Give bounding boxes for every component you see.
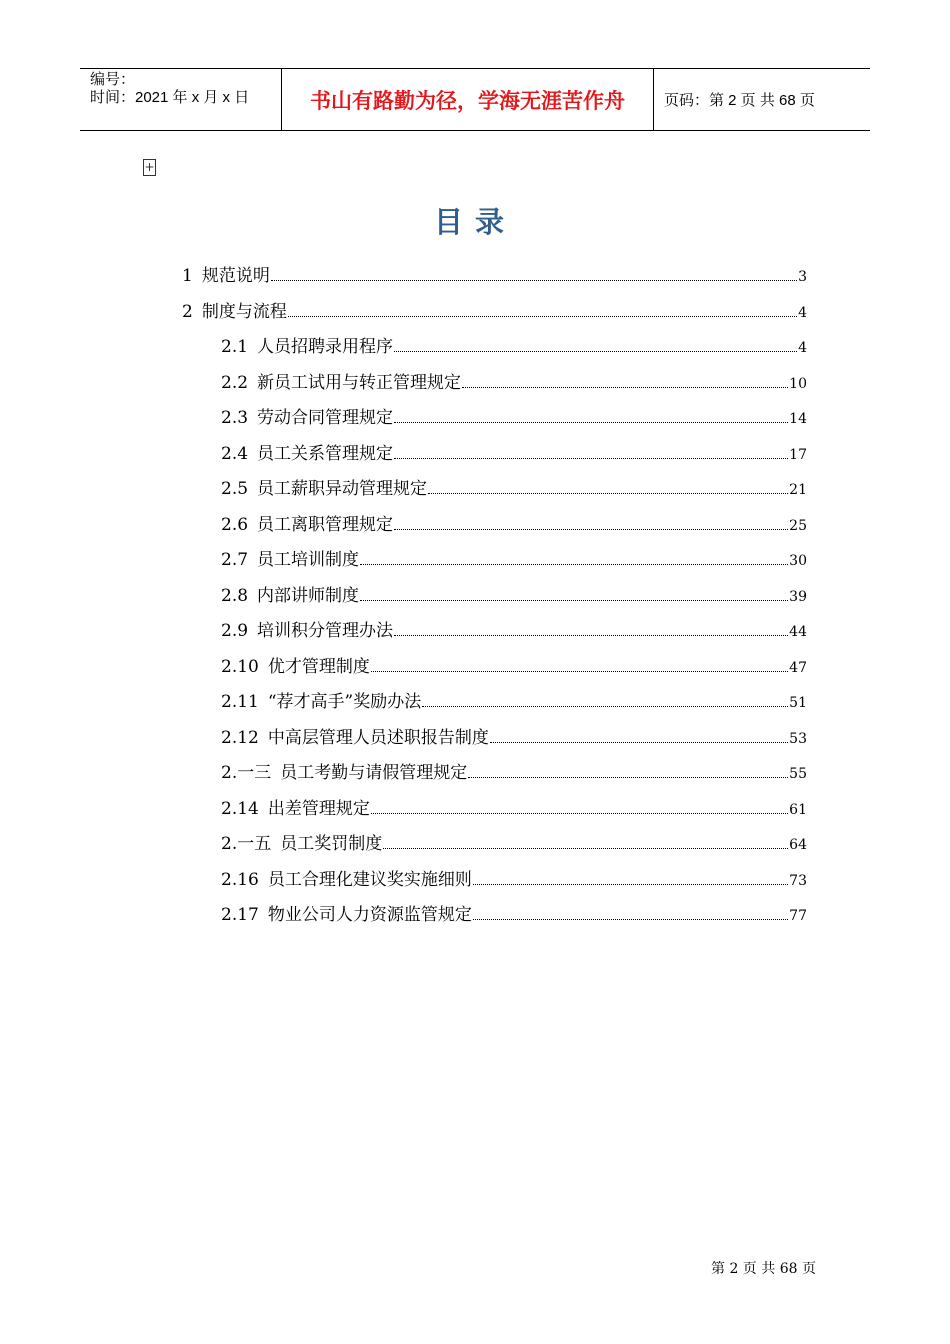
toc-entry[interactable]	[221, 546, 807, 570]
toc-entry-number: 2.14	[221, 799, 259, 819]
toc-leader-dots	[383, 847, 788, 849]
header-motto: 书山有路勤为径，学海无涯苦作舟	[281, 69, 654, 130]
toc-entry-number: 2.5	[221, 479, 249, 499]
toc-entry-number: 2.17	[221, 905, 259, 925]
toc-entry-title: 员工考勤与请假管理规定	[280, 763, 468, 783]
toc-entry[interactable]	[221, 333, 807, 357]
toc-entry-number: 2.1	[221, 337, 249, 357]
toc-entry-title: 中高层管理人员述职报告制度	[267, 728, 489, 748]
toc-entry-page: 77	[789, 908, 807, 924]
toc-entry-number: 2.一五	[221, 834, 272, 854]
toc-entry-title: 新员工试用与转正管理规定	[257, 373, 462, 393]
toc-entry-number: 2.8	[221, 586, 249, 606]
toc-entry-page: 55	[789, 766, 807, 782]
toc-entry[interactable]	[182, 298, 807, 322]
toc-entry-page: 14	[789, 411, 807, 427]
toc-entry-page: 61	[789, 802, 807, 818]
toc-entry-title: 人员招聘录用程序	[257, 337, 394, 357]
toc-entry[interactable]	[182, 262, 807, 286]
toc-entry-number: 2.10	[221, 657, 259, 677]
toc-entry-page: 4	[798, 305, 807, 321]
toc-entry-title: “荐才高手”奖励办法	[267, 692, 422, 712]
toc-entry-page: 17	[789, 447, 807, 463]
toc-entry-number: 2.11	[221, 692, 259, 712]
toc-entry[interactable]	[221, 369, 807, 393]
toc-leader-dots	[288, 315, 797, 317]
toc-entry[interactable]	[221, 901, 807, 925]
toc-leader-dots	[371, 812, 788, 814]
toc-entry-number: 2.3	[221, 408, 249, 428]
toc-entry-title: 出差管理规定	[267, 799, 370, 819]
toc-leader-dots	[394, 421, 788, 423]
toc-entry-title: 员工关系管理规定	[257, 444, 394, 464]
toc-entry-page: 3	[798, 269, 807, 285]
toc-entry-page: 30	[789, 553, 807, 569]
toc-entry[interactable]	[221, 617, 807, 641]
toc-entry-number: 2.6	[221, 515, 249, 535]
toc-leader-dots	[490, 741, 788, 743]
toc-entry-number: 2.4	[221, 444, 249, 464]
toc-entry[interactable]	[221, 582, 807, 606]
toc-entry-page: 21	[789, 482, 807, 498]
toc-entry-title: 规范说明	[201, 266, 270, 286]
toc-entry[interactable]	[221, 759, 807, 783]
toc-entry-number: 2.2	[221, 373, 249, 393]
page-title: 目录	[433, 205, 516, 239]
toc-leader-dots	[428, 492, 788, 494]
toc-leader-dots	[394, 528, 788, 530]
table-anchor-icon[interactable]: +	[144, 160, 155, 174]
toc-leader-dots	[360, 599, 788, 601]
toc-entry-number: 2.9	[221, 621, 249, 641]
toc-entry[interactable]	[221, 511, 807, 535]
toc-leader-dots	[473, 918, 788, 920]
toc-entry-page: 53	[789, 731, 807, 747]
toc-leader-dots	[394, 457, 788, 459]
toc-entry-number: 2.一三	[221, 763, 272, 783]
toc-entry-title: 员工薪职异动管理规定	[257, 479, 428, 499]
toc-leader-dots	[271, 279, 797, 281]
toc-entry-number: 2.7	[221, 550, 249, 570]
page-footer: 第 2 页 共 68 页	[711, 1261, 816, 1277]
toc-entry[interactable]	[221, 688, 807, 712]
toc-entry-number: 2.16	[221, 870, 259, 890]
page-header	[80, 68, 870, 131]
toc-entry-page: 39	[789, 589, 807, 605]
toc-entry-title: 员工离职管理规定	[257, 515, 394, 535]
header-page-info: 页码：第 2 页 共 68 页	[664, 92, 815, 109]
toc-entry-title: 员工培训制度	[257, 550, 360, 570]
toc-leader-dots	[394, 634, 788, 636]
toc-entry-page: 64	[789, 837, 807, 853]
toc-entry[interactable]	[221, 795, 807, 819]
toc-entry[interactable]	[221, 724, 807, 748]
toc-leader-dots	[371, 670, 788, 672]
toc-entry[interactable]	[221, 830, 807, 854]
toc-leader-dots	[473, 883, 788, 885]
toc-entry[interactable]	[221, 440, 807, 464]
toc-entry-title: 内部讲师制度	[257, 586, 360, 606]
toc-entry-page: 47	[789, 660, 807, 676]
header-meta	[80, 69, 281, 130]
toc-leader-dots	[394, 350, 797, 352]
time-label: 时间：2021 年 x 月 x 日	[90, 89, 250, 106]
toc-entry-number: 2.12	[221, 728, 259, 748]
toc-leader-dots	[468, 776, 788, 778]
toc-entry-page: 51	[789, 695, 807, 711]
toc-entry[interactable]	[221, 866, 807, 890]
toc-entry-title: 员工合理化建议奖实施细则	[267, 870, 472, 890]
toc-entry-title: 劳动合同管理规定	[257, 408, 394, 428]
toc-leader-dots	[462, 386, 788, 388]
toc-entry-page: 4	[798, 340, 807, 356]
toc-entry-page: 25	[789, 518, 807, 534]
toc-entry-title: 制度与流程	[201, 302, 287, 322]
code-label: 编号：	[90, 71, 136, 88]
toc-entry-page: 10	[789, 376, 807, 392]
toc-entry[interactable]	[221, 475, 807, 499]
toc-entry-page: 73	[789, 873, 807, 889]
toc-entry-number: 1	[182, 266, 193, 286]
toc-entry-title: 员工奖罚制度	[280, 834, 383, 854]
toc-leader-dots	[360, 563, 788, 565]
toc-entry-title: 物业公司人力资源监管规定	[267, 905, 472, 925]
toc-entry-title: 培训积分管理办法	[257, 621, 394, 641]
toc-entry[interactable]	[221, 404, 807, 428]
toc-entry-number: 2	[182, 302, 193, 322]
toc-entry-title: 优才管理制度	[267, 657, 370, 677]
toc-entry[interactable]	[221, 653, 807, 677]
toc-entry-page: 44	[789, 624, 807, 640]
toc-leader-dots	[422, 705, 788, 707]
